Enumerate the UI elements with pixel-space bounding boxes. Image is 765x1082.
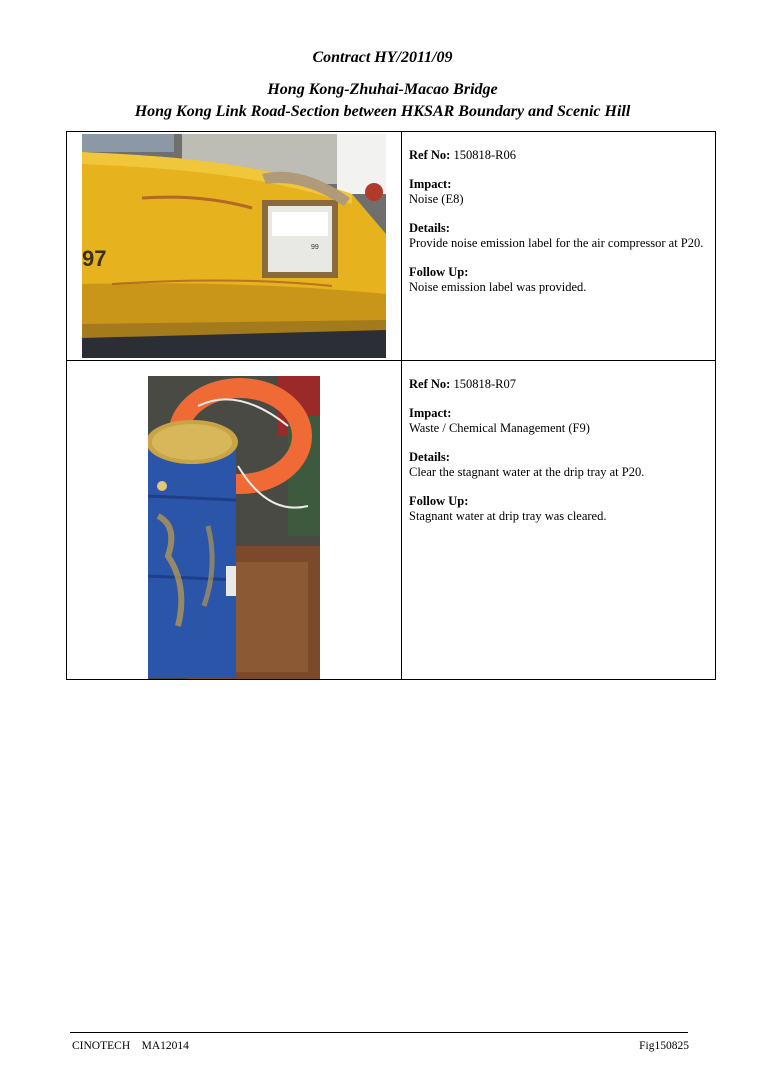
impact-label: Impact: — [409, 406, 452, 420]
ref-no: 150818-R07 — [453, 377, 516, 391]
project-title: Hong Kong-Zhuhai-Macao Bridge — [267, 81, 498, 98]
ref-label: Ref No: — [409, 148, 451, 162]
impact-label: Impact: — [409, 177, 452, 191]
ref-no: 150818-R06 — [453, 148, 516, 162]
machine-number-text: 97 — [82, 246, 107, 271]
info-cell — [402, 132, 716, 361]
contract-title: Contract HY/2011/09 — [312, 49, 453, 66]
details-value: Provide noise emission label for the air compressor at P20. — [409, 236, 704, 250]
record-row — [67, 132, 716, 361]
impact-value: Waste / Chemical Management (F9) — [409, 421, 590, 435]
air-compressor-photo — [82, 134, 386, 358]
section-title: Hong Kong Link Road-Section between HKSAR Boundary and Scenic Hill — [134, 103, 631, 120]
details-value: Clear the stagnant water at the drip tray at P20. — [409, 465, 645, 479]
photo-cell — [67, 132, 402, 361]
photo-cell — [67, 361, 402, 680]
footer-right: Fig150825 — [639, 1040, 689, 1052]
followup-value: Stagnant water at drip tray was cleared. — [409, 509, 607, 523]
details-label: Details: — [409, 450, 450, 464]
details-label: Details: — [409, 221, 450, 235]
followup-label: Follow Up: — [409, 265, 469, 279]
ref-label: Ref No: — [409, 377, 451, 391]
label-number-text: 99 — [311, 244, 319, 251]
records-table — [66, 131, 716, 680]
info-cell — [402, 361, 716, 680]
followup-value: Noise emission label was provided. — [409, 280, 587, 294]
footer-left: CINOTECH MA12014 — [72, 1040, 189, 1052]
followup-label: Follow Up: — [409, 494, 469, 508]
oil-drum-drip-tray-photo — [148, 376, 320, 679]
record-row — [67, 361, 716, 680]
impact-value: Noise (E8) — [409, 192, 464, 206]
footer-divider — [70, 1032, 688, 1033]
